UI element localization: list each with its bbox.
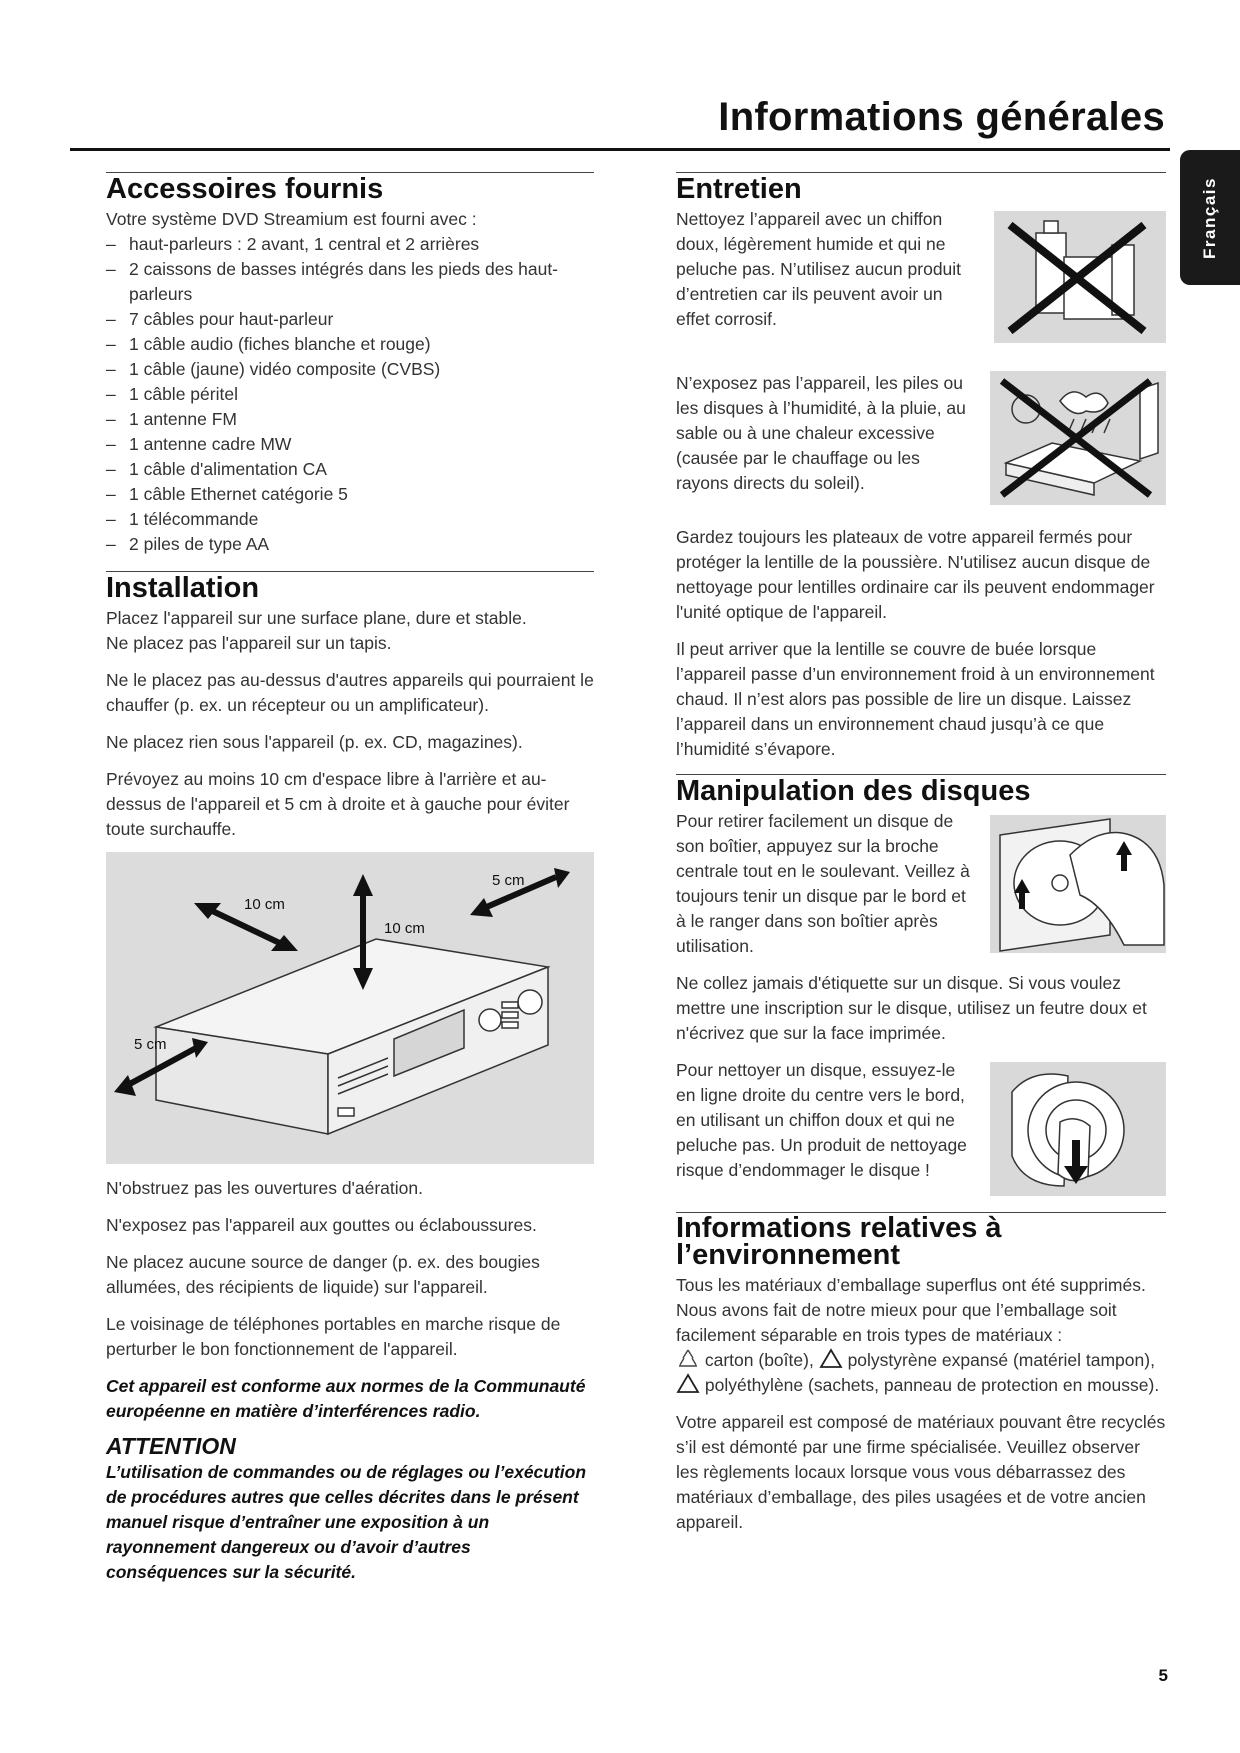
disc-case-hand-icon xyxy=(990,815,1166,953)
maintenance-paragraph: Il peut arriver que la lentille se couvre de buée lorsque l’appareil passe d’un environnement froid à un environnement chaud. Il n’est alors pas possible de lire un disque. Laissez l’appareil dans un environnement chaud jusqu’à ce que l’humidité s’évapore. xyxy=(676,639,1155,759)
arrow-down-icon xyxy=(1072,1140,1080,1168)
accessories-list xyxy=(106,232,594,557)
ventilation-diagram xyxy=(106,852,594,1164)
arrow-back-shaft xyxy=(204,907,288,947)
attention-heading: ATTENTION xyxy=(106,1433,236,1459)
list-item: – 1 câble Ethernet catégorie 5 xyxy=(106,482,594,507)
recycle-triangle xyxy=(678,1375,698,1392)
language-tab xyxy=(1180,150,1240,285)
list-item: – haut-parleurs : 2 avant, 1 central et 2 arrières xyxy=(106,232,594,257)
no-cleaning-products-icon xyxy=(994,211,1166,343)
disc-hub xyxy=(1052,875,1068,891)
list-item: – 1 câble (jaune) vidéo composite (CVBS) xyxy=(106,357,594,382)
arrow-up-icon xyxy=(1019,893,1025,909)
installation-paragraph: Ne placez aucune source de danger (p. ex. des bougies allumées, des récipients de liquide) sur l'appareil. xyxy=(106,1252,540,1297)
section-title-environment: Informations relatives à l’environnement xyxy=(676,1212,1166,1269)
weather-illustration xyxy=(990,371,1166,505)
list-item: – 1 antenne cadre MW xyxy=(106,432,594,457)
installation-line: Placez l'appareil sur une surface plane, dure et stable. xyxy=(106,608,527,628)
list-item: – 7 câbles pour haut-parleur xyxy=(106,307,594,332)
section-title-maintenance: Entretien xyxy=(676,172,1166,203)
no-heat-rain-icon xyxy=(990,371,1166,505)
recycle-arrows xyxy=(679,1350,697,1366)
environment-materials xyxy=(676,1348,1166,1398)
language-tab-label: Français xyxy=(1200,176,1219,259)
disc-cleaning-illustration xyxy=(990,1062,1166,1196)
device-button xyxy=(502,1022,518,1028)
arrow-right-head xyxy=(554,868,570,888)
maintenance-paragraph: N’exposez pas l’appareil, les piles ou les disques à l’humidité, à la pluie, au sable ou à une chaleur excessive (causée par le chauffage ou les rayons directs du soleil). xyxy=(676,373,966,493)
arrow-top-head xyxy=(353,874,373,896)
installation-paragraph: N'obstruez pas les ouvertures d'aération. xyxy=(106,1178,423,1198)
disc-wipe-icon xyxy=(990,1062,1166,1196)
maintenance-cleaning-block xyxy=(676,207,1166,343)
disc-cleaning-block xyxy=(676,1058,1166,1196)
section-title-accessories: Accessoires fournis xyxy=(106,172,594,203)
disc-removal-block xyxy=(676,809,1166,959)
list-item: – 2 piles de type AA xyxy=(106,532,594,557)
material-polyethylene: polyéthylène (sachets, panneau de protection en mousse). xyxy=(704,1375,1160,1395)
installation-paragraph xyxy=(106,606,594,656)
list-item: – 1 télécommande xyxy=(106,507,594,532)
material-carton: carton (boîte), xyxy=(704,1350,814,1370)
device-knob xyxy=(479,1009,501,1031)
cleaning-products-illustration xyxy=(994,211,1166,343)
list-item: – 1 antenne FM xyxy=(106,407,594,432)
section-title-installation: Installation xyxy=(106,571,594,602)
page-title: Informations générales xyxy=(718,95,1165,139)
dimension-label-right: 5 cm xyxy=(492,872,525,889)
arrow-up-icon xyxy=(1121,855,1127,871)
attention-text: L’utilisation de commandes ou de réglages ou l’exécution de procédures autres que celles décrites dans le présent manuel risque d’entraîner une exposition à un rayonnement dangereux ou d’avoir d’autres conséquences sur la sécurité. xyxy=(106,1462,587,1582)
discs-paragraph: Pour retirer facilement un disque de son boîtier, appuyez sur la broche centrale tout en le soulevant. Veillez à toujours tenir un disque par le bord et à le ranger dans son boîtier après utilisation. xyxy=(676,811,970,956)
list-item: – 2 caissons de basses intégrés dans les pieds des haut-parleurs xyxy=(106,257,594,307)
maintenance-paragraph: Nettoyez l’appareil avec un chiffon doux, légèrement humide et qui ne peluche pas. N’utilisez aucun produit d’entretien car ils peuvent avoir un effet corrosif. xyxy=(676,209,962,329)
list-item: – 1 câble audio (fiches blanche et rouge) xyxy=(106,332,594,357)
installation-paragraph: Le voisinage de téléphones portables en marche risque de perturber le bon fonctionnement de l'appareil. xyxy=(106,1314,561,1359)
polyethylene-recycle-icon xyxy=(676,1373,700,1395)
maintenance-exposure-block xyxy=(676,371,1166,505)
device-knob xyxy=(518,990,542,1014)
disc-removal-illustration xyxy=(990,815,1166,953)
left-column xyxy=(106,172,594,1593)
discs-paragraph: Ne collez jamais d'étiquette sur un disque. Si vous voulez mettre une inscription sur le disque, utilisez un feutre doux et n'écrivez que sur la face imprimée. xyxy=(676,973,1147,1043)
device-illustration xyxy=(106,852,594,1164)
dimension-label-top: 10 cm xyxy=(384,920,425,937)
radiator-icon xyxy=(1140,383,1158,459)
accessories-intro: Votre système DVD Streamium est fourni avec : xyxy=(106,209,477,229)
device-logo-plate xyxy=(338,1108,354,1116)
discs-paragraph: Pour nettoyer un disque, essuyez-le en ligne droite du centre vers le bord, en utilisant un chiffon doux et qui ne peluche pas. Un produit de nettoyage risque d’endommager le disque ! xyxy=(676,1060,967,1180)
material-polystyrene: polystyrène expansé (matériel tampon), xyxy=(847,1350,1155,1370)
device-button xyxy=(502,1002,518,1008)
installation-paragraph: N'exposez pas l'appareil aux gouttes ou éclaboussures. xyxy=(106,1215,537,1235)
dimension-label-back: 10 cm xyxy=(244,896,285,913)
installation-paragraph: Ne placez rien sous l'appareil (p. ex. CD, magazines). xyxy=(106,732,523,752)
installation-line: Ne placez pas l'appareil sur un tapis. xyxy=(106,633,392,653)
list-item: – 1 câble d'alimentation CA xyxy=(106,457,594,482)
right-column xyxy=(676,172,1166,1547)
device-button xyxy=(502,1012,518,1018)
environment-paragraph: Votre appareil est composé de matériaux pouvant être recyclés s’il est démonté par une firme spécialisée. Veuillez observer les règlements locaux lorsque vous vous débarrassez des matériaux d’emballage, des piles usagées et de votre ancien appareil. xyxy=(676,1412,1166,1532)
page-number: 5 xyxy=(1158,1666,1168,1685)
environment-paragraph: Tous les matériaux d’emballage superflus ont été supprimés. Nous avons fait de notre mieux pour que l’emballage soit facilement séparable en trois types de matériaux : xyxy=(676,1275,1146,1345)
maintenance-paragraph: Gardez toujours les plateaux de votre appareil fermés pour protéger la lentille de la poussière. N'utilisez aucun disque de nettoyage pour lentilles ordinaire car ils peuvent endommager l'unité optique de l'appareil. xyxy=(676,527,1155,622)
list-item: – 1 câble péritel xyxy=(106,382,594,407)
recycle-triangle xyxy=(821,1350,841,1367)
installation-paragraph: Prévoyez au moins 10 cm d'espace libre à l'arrière et au-dessus de l'appareil et 5 cm à droite et à gauche pour éviter toute surchauffe. xyxy=(106,769,570,839)
section-title-discs: Manipulation des disques xyxy=(676,774,1166,805)
compliance-notice: Cet appareil est conforme aux normes de la Communauté européenne en matière d’interférences radio. xyxy=(106,1376,586,1421)
polystyrene-recycle-icon xyxy=(819,1348,843,1370)
installation-paragraph: Ne le placez pas au-dessus d'autres appareils qui pourraient le chauffer (p. ex. un récepteur ou un amplificateur). xyxy=(106,670,594,715)
dimension-label-left: 5 cm xyxy=(134,1036,167,1053)
cloud-icon xyxy=(1060,392,1108,414)
bottle-cap xyxy=(1044,221,1058,233)
carton-recycle-icon xyxy=(676,1348,700,1370)
header-rule xyxy=(70,148,1170,151)
